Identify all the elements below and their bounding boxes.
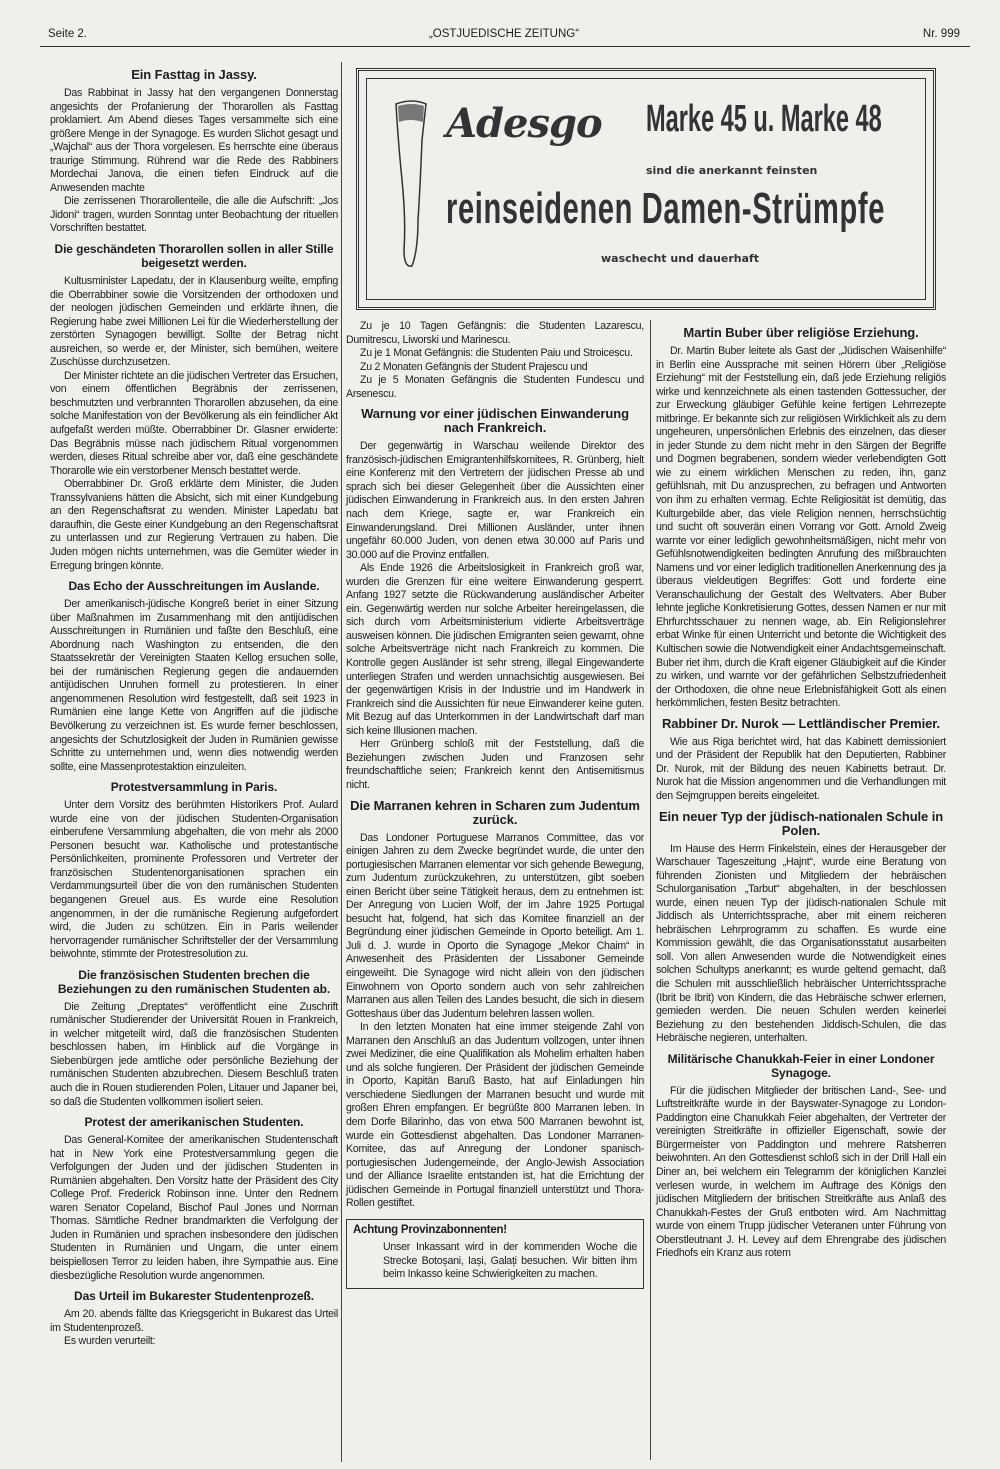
- article-headline: Die französischen Studenten brechen die Beziehungen zu den rumänischen Studenten ab.: [57, 967, 331, 996]
- article-headline: Warnung vor einer jüdischen Einwanderung nach Frankreich.: [361, 406, 629, 436]
- article-paragraph: Der amerikanisch-jüdische Kongreß beriet in einer Sitzung über Maßnahmen im Zusammenhang mit den antijüdischen Ausschreitungen in Rumänien und faßte den Beschluß, eine Abordnung nach Washington zu entsenden, die den Staatssekretär der Vereinigten Staaten Kellog ersuchen solle, bei der rumänischen Regierung gegen die andauernden antijüdischen Unruhen formell zu protestieren. In einer angenommenen Resolution wird festgestellt, daß seit 1923 in Rumänien eine lange Kette von Angriffen auf die jüdische Bevölkerung zu verzeichnen ist. Es wurde ferner beschlossen, angesichts der Schutzlosigkeit der Juden in Rumänien gewisse Schritte zu unternehmen und, wenn dies notwendig werden sollte, eine Massenprotestaktion einzuleiten.: [50, 598, 338, 773]
- article-paragraph: Die zerrissenen Thorarollenteile, die alle die Aufschrift: „Jos Jidoni“ tragen, wurden Sonntag unter Beobachtung der rituellen Vorschriften bestattet.: [50, 195, 338, 235]
- article-headline: Das Urteil im Bukarester Studentenprozeß.: [74, 1289, 314, 1304]
- column-divider: [341, 62, 342, 1462]
- article-paragraph: Als Ende 1926 die Arbeitslosigkeit in Frankreich groß war, wurden die Grenzen für eine weitere Einwanderung gesperrt. Anfang 1927 setzte die Rückwanderung ausländischer Arbeiter ein. Gegenwärtig werden nur solche Arbeiter hereingelassen, die sich durch vom Arbeitsministerium vidierte Arbeitsverträge ausweisen können. Die jüdischen Emigranten seien gewarnt, ohne solche Arbeitsverträge nicht nach Frankreich zu kommen. Die Kontrolle gegen Ausländer ist sehr streng, illegal Eingewanderte unterliegen Strafen und werden unnachsichtig ausgewiesen. Bei der gegenwärtigen Krisis in der Industrie und im Handwerk in Frankreich sind die Aussichten für neue Einwanderer keine guten. Mit Bezug auf das Unterkommen in der Landwirtschaft darf man sich keine Illusionen machen.: [346, 562, 644, 737]
- article-paragraph: Wie aus Riga berichtet wird, hat das Kabinett demissioniert und der Präsident der Republik hat den Deputierten, Rabbiner Dr. Nurok, mit der Bildung des neuen Kabinetts betraut. Dr. Nurok hat die Mission angenommen und die Verhandlungen mit den Sejmgruppen bereits eingeleitet.: [656, 735, 946, 802]
- article-headline: Protestversammlung in Paris.: [110, 780, 278, 795]
- advertisement: [346, 60, 946, 318]
- masthead: [48, 26, 960, 44]
- article-paragraph: Zu je 10 Tagen Gefängnis: die Studenten Lazarescu, Dumitrescu, Liworski und Marinescu.: [346, 320, 644, 346]
- issue-number: Nr. 999: [922, 28, 960, 40]
- article-headline: Ein Fasttag in Jassy.: [131, 67, 257, 82]
- article-paragraph: Am 20. abends fällte das Kriegsgericht in Bukarest das Urteil im Studentenprozeß.: [50, 1308, 338, 1334]
- article-paragraph: Der Minister richtete an die jüdischen Vertreter das Ersuchen, von einem öffentlichen Begräbnis der zerrissenen, beschmutzten und verbrannten Thorarollen abzusehen, da eine solche Manifestation von der Bevölkerung als ein feindlicher Akt aufgefaßt werden müßte. Oberrabbiner Dr. Glasner erwiderte: Das Begräbnis müsse nach jüdischem Ritual vorgenommen werden, dieses Ritual schreibe aber vor, daß eine geschändete Thorarolle wie ein verstorbener Mensch bestattet werde.: [50, 369, 338, 477]
- column-left: [50, 62, 338, 1349]
- article-paragraph: Die Zeitung „Dreptates“ veröffentlicht eine Zuschrift rumänischer Studierender der Universität Rouen in Frankreich, in welcher mitgeteilt wird, daß die französischen Studenten beschlossen haben, im Hinblick auf die Vorgänge in Siebenbürgen jede amtliche oder persönliche Beziehung der rumänischen Studenten abzubrechen. Diesem Beschluß traten auch die in Rouen studierenden Polen, Litauer und Japaner bei, so daß die Studenten vollkommen isoliert seien.: [50, 1000, 338, 1108]
- newspaper-title: „OSTJUEDISCHE ZEITUNG“: [428, 28, 580, 40]
- article-paragraph: Oberrabbiner Dr. Groß erklärte dem Minister, die Juden Transsylvaniens hätten die Absicht, sich mit einer Kundgebung an den Regenschaftsrat zu wenden. Minister Lapedatu bat daraufhin, die Geste einer Kundgebung an den Regenschaftsrat zu unterlassen und zur Regierung Vertrauen zu haben. Die Juden mögen nichts unternehmen, was die Gemüter wieder in Erregung bringen könnte.: [50, 478, 338, 572]
- column-divider: [650, 320, 651, 1460]
- masthead-rule: [40, 46, 970, 47]
- article-headline: Ein neuer Typ der jüdisch-nationalen Schule in Polen.: [658, 808, 944, 838]
- notice-text: Unser Inkassant wird in der kommenden Woche die Strecke Botoșani, Iași, Galați besuchen. Wir bitten ihm beim Inkasso keine Schwierigkeiten zu machen.: [383, 1241, 637, 1281]
- article-paragraph: Das Londoner Portuguese Marranos Committee, das vor einigen Jahren zu dem Zwecke begründet wurde, die unter den portugiesischen Marranen elementar vor sich gehende Bewegung, zum Judentum zurückzukehren, zu unterstützen, gibt soeben einen Bericht über seine Tätigkeit heraus, dem zu entnehmen ist: Der Anregung von Lucien Wolf, der im Jahre 1925 Portugal besucht hat, folgend, hat sich das Komitee finanziell an der Begründung einer jüdischen Gemeinde in Oporto beteiligt. Am 1. Juli d. J. wurde in Oporto die Synagoge „Mekor Chaim“ in Anwesenheit des Präsidenten der Lissaboner Gemeinde eingeweiht. Die Synagoge wird nicht allein von den jüdischen Einwohnern von Oporto sondern auch von sehr zahlreichen Marranen aus allen Teilen des Landes besucht, die sich in diesem Gotteshaus über das Judentum belehren lassen wollen.: [346, 831, 644, 1020]
- notice-title: Achtung Provinzabonnenten!: [353, 1223, 507, 1236]
- column-middle: [346, 320, 644, 1289]
- article-headline: Die geschändeten Thorarollen sollen in aller Stille beigesetzt werden.: [54, 242, 334, 271]
- article-paragraph: Das Rabbinat in Jassy hat den vergangenen Donnerstag angesichts der Profanierung der Thorarollen als Fasttag proklamiert. Am Abend dieses Tages versammelte sich eine größere Menge in der Synagoge. Es wurden Slichot gesagt und „Wajchal“ aus der Thora vorgelesen. Es herrschte eine überaus traurige Stimmung. Rührend war die Rede des Rabbiners Mordechai Janova, die einen tiefen Eindruck auf die Anwesenden machte: [50, 87, 338, 194]
- article-paragraph: Das General-Komitee der amerikanischen Studentenschaft hat in New York eine Protestversammlung gegen die Verfolgungen der Juden und der jüdischen Studenten in Rumänien abgehalten. Den Vorsitz hatte der Präsident des City College Prof. Frederick Robinson inne. Unter den Rednern waren Senator Copeland, Bischof Paul Jones und Norman Thomas. Sämtliche Redner brandmarkten die Verfolgung der Juden in Rumänien und sprachen insbesondere den jüdischen Studenten in Rumänien und Ungarn, die unter einem beispiellosen Terror zu leiden haben, ihre Sympathie aus. Eine diesbezügliche Resolution wurde angenommen.: [50, 1134, 338, 1282]
- article-headline: Militärische Chanukkah-Feier in einer Londoner Synagoge.: [667, 1051, 935, 1080]
- article-headline: Martin Buber über religiöse Erziehung.: [683, 325, 919, 340]
- page-number: Seite 2.: [48, 28, 87, 40]
- column-right: [656, 320, 946, 1261]
- article-paragraph: Es wurden verurteilt:: [64, 1335, 156, 1348]
- article-paragraph: In den letzten Monaten hat eine immer steigende Zahl von Marranen den Anschluß an das Judentum vollzogen, unter ihnen zwei Mediziner, die eine Qualifikation als Mohelim erhalten haben und als solche fungieren. Der Präsident der jüdischen Gemeinde in Oporto, Kapitän Baruß Basto, hat auf Einladungen hin verschiedene Siedlungen der Marranen besucht und wurde mit großen Ehren empfangen. Er begrüßte 800 Marranen leben. In dem Dorfe Bilarinho, das von etwa 500 Marranen bewohnt ist, wurde ein Gottesdienst abgehalten. Das Londoner Marranen-Komitee, das auf Anregung der Londoner spanisch-portugiesischen Judengemeinde, der Anglo-Jewish Association und der Alliance Israelite entstanden ist, hat die Errichtung der jüdischen Gemeinde in Portugal finanziell unterstützt und Thora-Rollen gestiftet.: [346, 1021, 644, 1210]
- article-headline: Protest der amerikanischen Studenten.: [84, 1115, 304, 1130]
- article-paragraph: Zu je 1 Monat Gefängnis: die Studenten Paiu und Stroicescu.: [360, 347, 633, 360]
- article-paragraph: Für die jüdischen Mitglieder der britischen Land-, See- und Luftstreitkräfte wurde in der Bayswater-Synagoge zu London-Paddington eine Chanukkah Feier abgehalten, der Vertreter der vereinigten Streitkräfte in offizieller Eigenschaft, sowie der Bürgermeister von Paddington und mehrere Ratsherren beiwohnten. An den Gottesdienst schloß sich in der Drill Hall ein Diner an, bei welchem ein Telegramm der königlichen Kanzlei verlesen wurde, in welchem im Auftrage des Königs den jüdischen Mitgliedern der britischen Streitkräfte aus Anlaß des Chanukkah-Festes der Gruß entboten wird. Am Nachmittag wurde von einem Trupp jüdischer Veteranen unter Führung von Oberstleutnant J. H. Levey auf dem Ehrengrabe des jüdischen Friedhofs ein Kranz aus rotem: [656, 1084, 946, 1260]
- article-headline: Rabbiner Dr. Nurok — Lettländischer Premier.: [661, 715, 941, 731]
- article-paragraph: Der gegenwärtig in Warschau weilende Direktor des französisch-jüdischen Emigrantenhilfskomitees, R. Grünberg, hielt eine Konferenz mit den Vertretern der jüdischen Presse ab und sprach sich bei dieser Gelegenheit über die Aussichten einer jüdischen Einwanderung in Frankreich aus. In den ersten Jahren nach dem Kriege, sagte er, war Frankreich ein Einwanderungsland. Drei Millionen Ausländer, unter ihnen ungefähr 60.000 Juden, von denen etwa 30.000 auf Paris und 30.000 auf die Provinz entfallen.: [346, 440, 644, 561]
- ad-product: reinseidenen Damen-Strümpfe: [446, 184, 886, 233]
- article-headline: Die Marranen kehren in Scharen zum Judentum zurück.: [350, 797, 640, 827]
- article-paragraph: Kultusminister Lapedatu, der in Klausenburg weilte, empfing die Oberrabbiner sowie die Vorsitzenden der orthodoxen und der neologen jüdischen Gemeinden und erklärte ihnen, die Regierung habe zwei Millionen Lei für die Wiederherstellung der zerstörten Synagogen bewilligt. Sollte der Betrag nicht ausreichen, so werde er, der Minister, sich bemühen, weitere Zuschüsse durchzusetzen.: [50, 275, 338, 369]
- article-paragraph: Dr. Martin Buber leitete als Gast der „Jüdischen Waisenhilfe“ in Berlin eine Aussprache mit seinen Hörern über „Religiöse Erziehung“ mit der Feststellung ein, daß jede Erziehung religiös wirke und kennzeichnete als einen tastenden Gottessucher, der zur Erweckung gläubiger Gefühle keine fertigen Lehrrezepte mitbringe. Er bekannte sich zur religiösen Wirklichkeit als zu dem ungeheuren, unpersönlichen Erlebnis des einzelnen, das dieser in jeder Stunde zu dem nicht mehr in den Särgen der Begriffe und Dogmen begrabenen, sondern wieder verlebendigten Gott wie zu einem wirklichen Menschen zu reden, ihn, ganz gefühlsnah, mit Du anzusprechen, zu befragen und Antworten von ihm zu erhalten vermag. Echte Religiosität ist demütig, das Kulturgebilde aber, das viele Religion nennen, herrschsüchtig und sucht oft souverän einen Vorrang vor Gott. Arnold Zweig warnte vor einer lediglich gewohnheitsmäßigen, nicht mehr von Gefühlsnotwendigkeiten bedingten Anrufung des mißbrauchten Namens und vor einer lediglich traditionellen Anerkennung des ja überaus vieldeutigen Begriffes: Gott und forderte eine Veranschaulichung der Gestalt des Weltvaters. Aber Buber lehnte jegliche Konkretisierung Gottes, dessen Namen er nur mit Ehrfurchtsschauer zu nennen wage, ab. Ein Religionslehrer erbat Winke für einen Unterricht und betonte die Wichtigkeit des Kultischen sowie die Notwendigkeit einer Andachtsgemeinschaft. Buber riet ihm, durch die Kraft eigener Gläubigkeit auf die Kinder zu wirken, und warnte vor der gefährlichen Selbstzufriedenheit der Orthodoxen, die ohne neue Erlebnisfähigkeit Gott als einen herkömmlichen, festen Besitz betrachten.: [656, 345, 946, 710]
- article-headline: Das Echo der Ausschreitungen im Auslande.: [68, 579, 320, 594]
- ad-brand: Adesgo: [446, 100, 602, 147]
- article-paragraph: Unter dem Vorsitz des berühmten Historikers Prof. Aulard wurde eine von der jüdischen Studenten-Organisation einberufene Versammlung abgehalten, die von mehr als 2000 Personen besucht war. Katholische und protestantische Persönlichkeiten, prominente Professoren und Vertreter der französischen Studentenorganisationen sprachen ein Verdammungsurteil über die von den rumänischen Studenten begangenen Greuel aus. Es wurde eine Resolution angenommen, in der die rumänische Regierung aufgefordert wird, die Juden zu schützen. Ein in Paris weilender hervorragender rumänischer Schriftsteller der der Versammlung beiwohnte, stimmte der Protestresolution zu.: [50, 799, 338, 961]
- article-paragraph: Zu je 5 Monaten Gefängnis die Studenten Fundescu und Arsenescu.: [346, 374, 644, 400]
- article-paragraph: Herr Grünberg schloß mit der Feststellung, daß die Beziehungen zwischen Juden und Franzosen sehr freundschaftliche seien; Frankreich kennt den Antisemitismus nicht.: [346, 738, 644, 791]
- stocking-illustration-icon: [390, 100, 434, 270]
- article-paragraph: Zu 2 Monaten Gefängnis der Student Prajescu und: [360, 360, 588, 373]
- ad-tagline: waschecht und dauerhaft: [601, 252, 760, 265]
- ad-marke: Marke 45 u. Marke 48: [646, 98, 882, 140]
- ad-subtitle: sind die anerkannt feinsten: [646, 164, 818, 177]
- subscriber-notice: [346, 1219, 644, 1289]
- article-paragraph: Im Hause des Herrn Finkelstein, eines der Herausgeber der Warschauer Tageszeitung „Hajnt“, wurde eine Beratung von führenden Zionisten und Mitgliedern der hebräischen Schulorganisation „Tarbut“ abgehalten, in der beschlossen wurde, einen neuen Typ der jüdisch-nationalen Schule mit Jiddisch als Unterrichtssprache, aber mit einem reicheren hebräischen Lehrprogramm zu schaffen. Es wurde eine Kommission gewählt, die das Organisationsstatut ausarbeiten soll. Von allen Anwesenden wurde die Notwendigkeit eines solchen Schultyps anerkannt; es wurde geltend gemacht, daß die Schulen mit ausschließlich hebräischer Unterrichtssprache (Ibrit be Ibrit) von Kindern, die das Hebräische schwer erlernen, gemieden werden. Die neuen Schulen werden keinerlei Beziehung zu den bestehenden Jiddisch-Schulen, die das Hebräische negieren, unterhalten.: [656, 842, 946, 1045]
